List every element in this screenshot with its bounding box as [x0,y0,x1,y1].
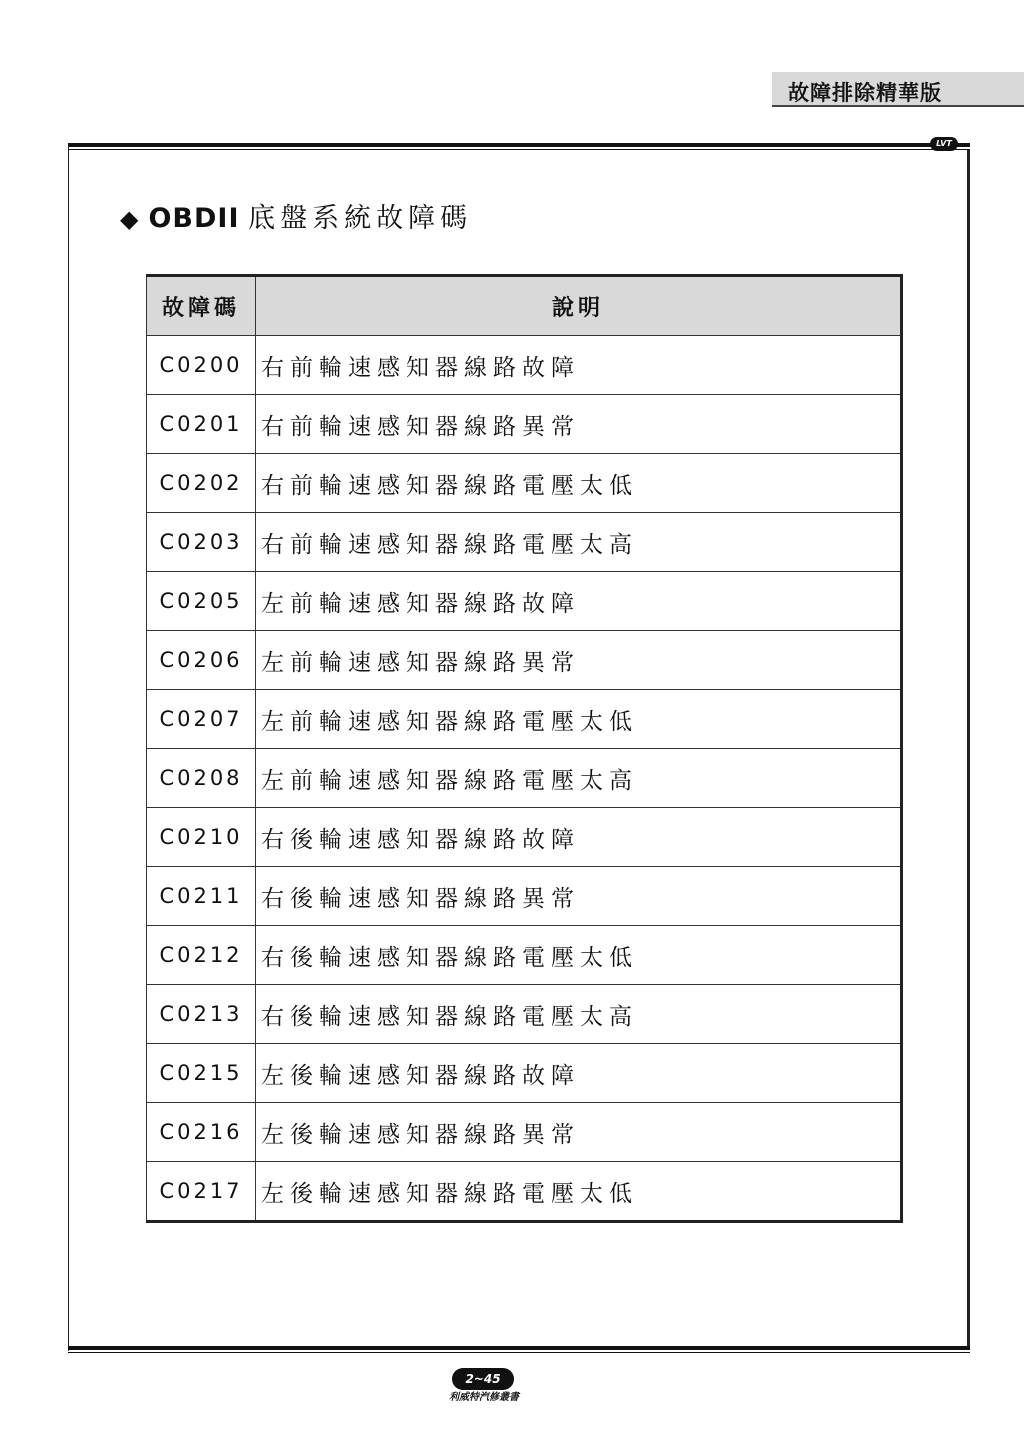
description-cell: 左後輪速感知器線路異常 [256,1103,902,1162]
table-row [147,572,902,631]
fault-code-cell: C0205 [147,572,256,631]
frame-left-border [68,143,69,1351]
frame-right-border [967,150,970,1350]
table-body [147,336,902,1222]
table-row [147,808,902,867]
fault-code-cell: C0201 [147,395,256,454]
fault-code-table [146,274,903,1223]
header-tab [772,72,1024,107]
table-row [147,631,902,690]
fault-code-cell: C0211 [147,867,256,926]
publisher-logo: LVT [930,137,958,151]
description-cell: 右前輪速感知器線路電壓太高 [256,513,902,572]
description-cell: 左後輪速感知器線路故障 [256,1044,902,1103]
section-title [120,196,472,235]
table-row [147,336,902,395]
fault-code-cell: C0208 [147,749,256,808]
header-code: 故障碼 [147,276,256,336]
description-cell: 左後輪速感知器線路電壓太低 [256,1162,902,1222]
fault-code-cell: C0202 [147,454,256,513]
table-row [147,1103,902,1162]
table-row [147,926,902,985]
description-cell: 右後輪速感知器線路電壓太低 [256,926,902,985]
description-cell: 左前輪速感知器線路故障 [256,572,902,631]
table-row [147,513,902,572]
diamond-bullet-icon: ◆ [120,205,139,233]
bottom-rule-thin [68,1352,970,1353]
table-row [147,1162,902,1222]
page-number-badge: 2~45 [452,1368,514,1390]
table-row [147,690,902,749]
description-cell: 左前輪速感知器線路電壓太高 [256,749,902,808]
section-title-cjk: 底盤系統故障碼 [248,203,473,234]
header-description: 說明 [256,276,902,336]
description-cell: 右後輪速感知器線路異常 [256,867,902,926]
fault-code-cell: C0203 [147,513,256,572]
bottom-rule [68,1346,970,1350]
description-cell: 右後輪速感知器線路電壓太高 [256,985,902,1044]
fault-code-cell: C0216 [147,1103,256,1162]
header-tab-label: 故障排除精華版 [788,81,942,105]
description-cell: 右前輪速感知器線路故障 [256,336,902,395]
table-row [147,749,902,808]
fault-code-cell: C0207 [147,690,256,749]
table-header-row [147,276,902,336]
fault-code-cell: C0217 [147,1162,256,1222]
section-title-latin: OBDII [148,203,240,234]
description-cell: 左前輪速感知器線路電壓太低 [256,690,902,749]
fault-code-cell: C0200 [147,336,256,395]
table-row [147,1044,902,1103]
publisher-name: 利威特汽修叢書 [449,1392,519,1403]
fault-code-cell: C0210 [147,808,256,867]
top-rule-thin [68,149,970,150]
top-rule [68,143,970,147]
fault-code-cell: C0213 [147,985,256,1044]
description-cell: 右前輪速感知器線路電壓太低 [256,454,902,513]
table-row [147,985,902,1044]
table-row [147,395,902,454]
description-cell: 右前輪速感知器線路異常 [256,395,902,454]
table-row [147,867,902,926]
table-row [147,454,902,513]
fault-code-cell: C0206 [147,631,256,690]
description-cell: 左前輪速感知器線路異常 [256,631,902,690]
fault-code-cell: C0215 [147,1044,256,1103]
description-cell: 右後輪速感知器線路故障 [256,808,902,867]
fault-code-cell: C0212 [147,926,256,985]
